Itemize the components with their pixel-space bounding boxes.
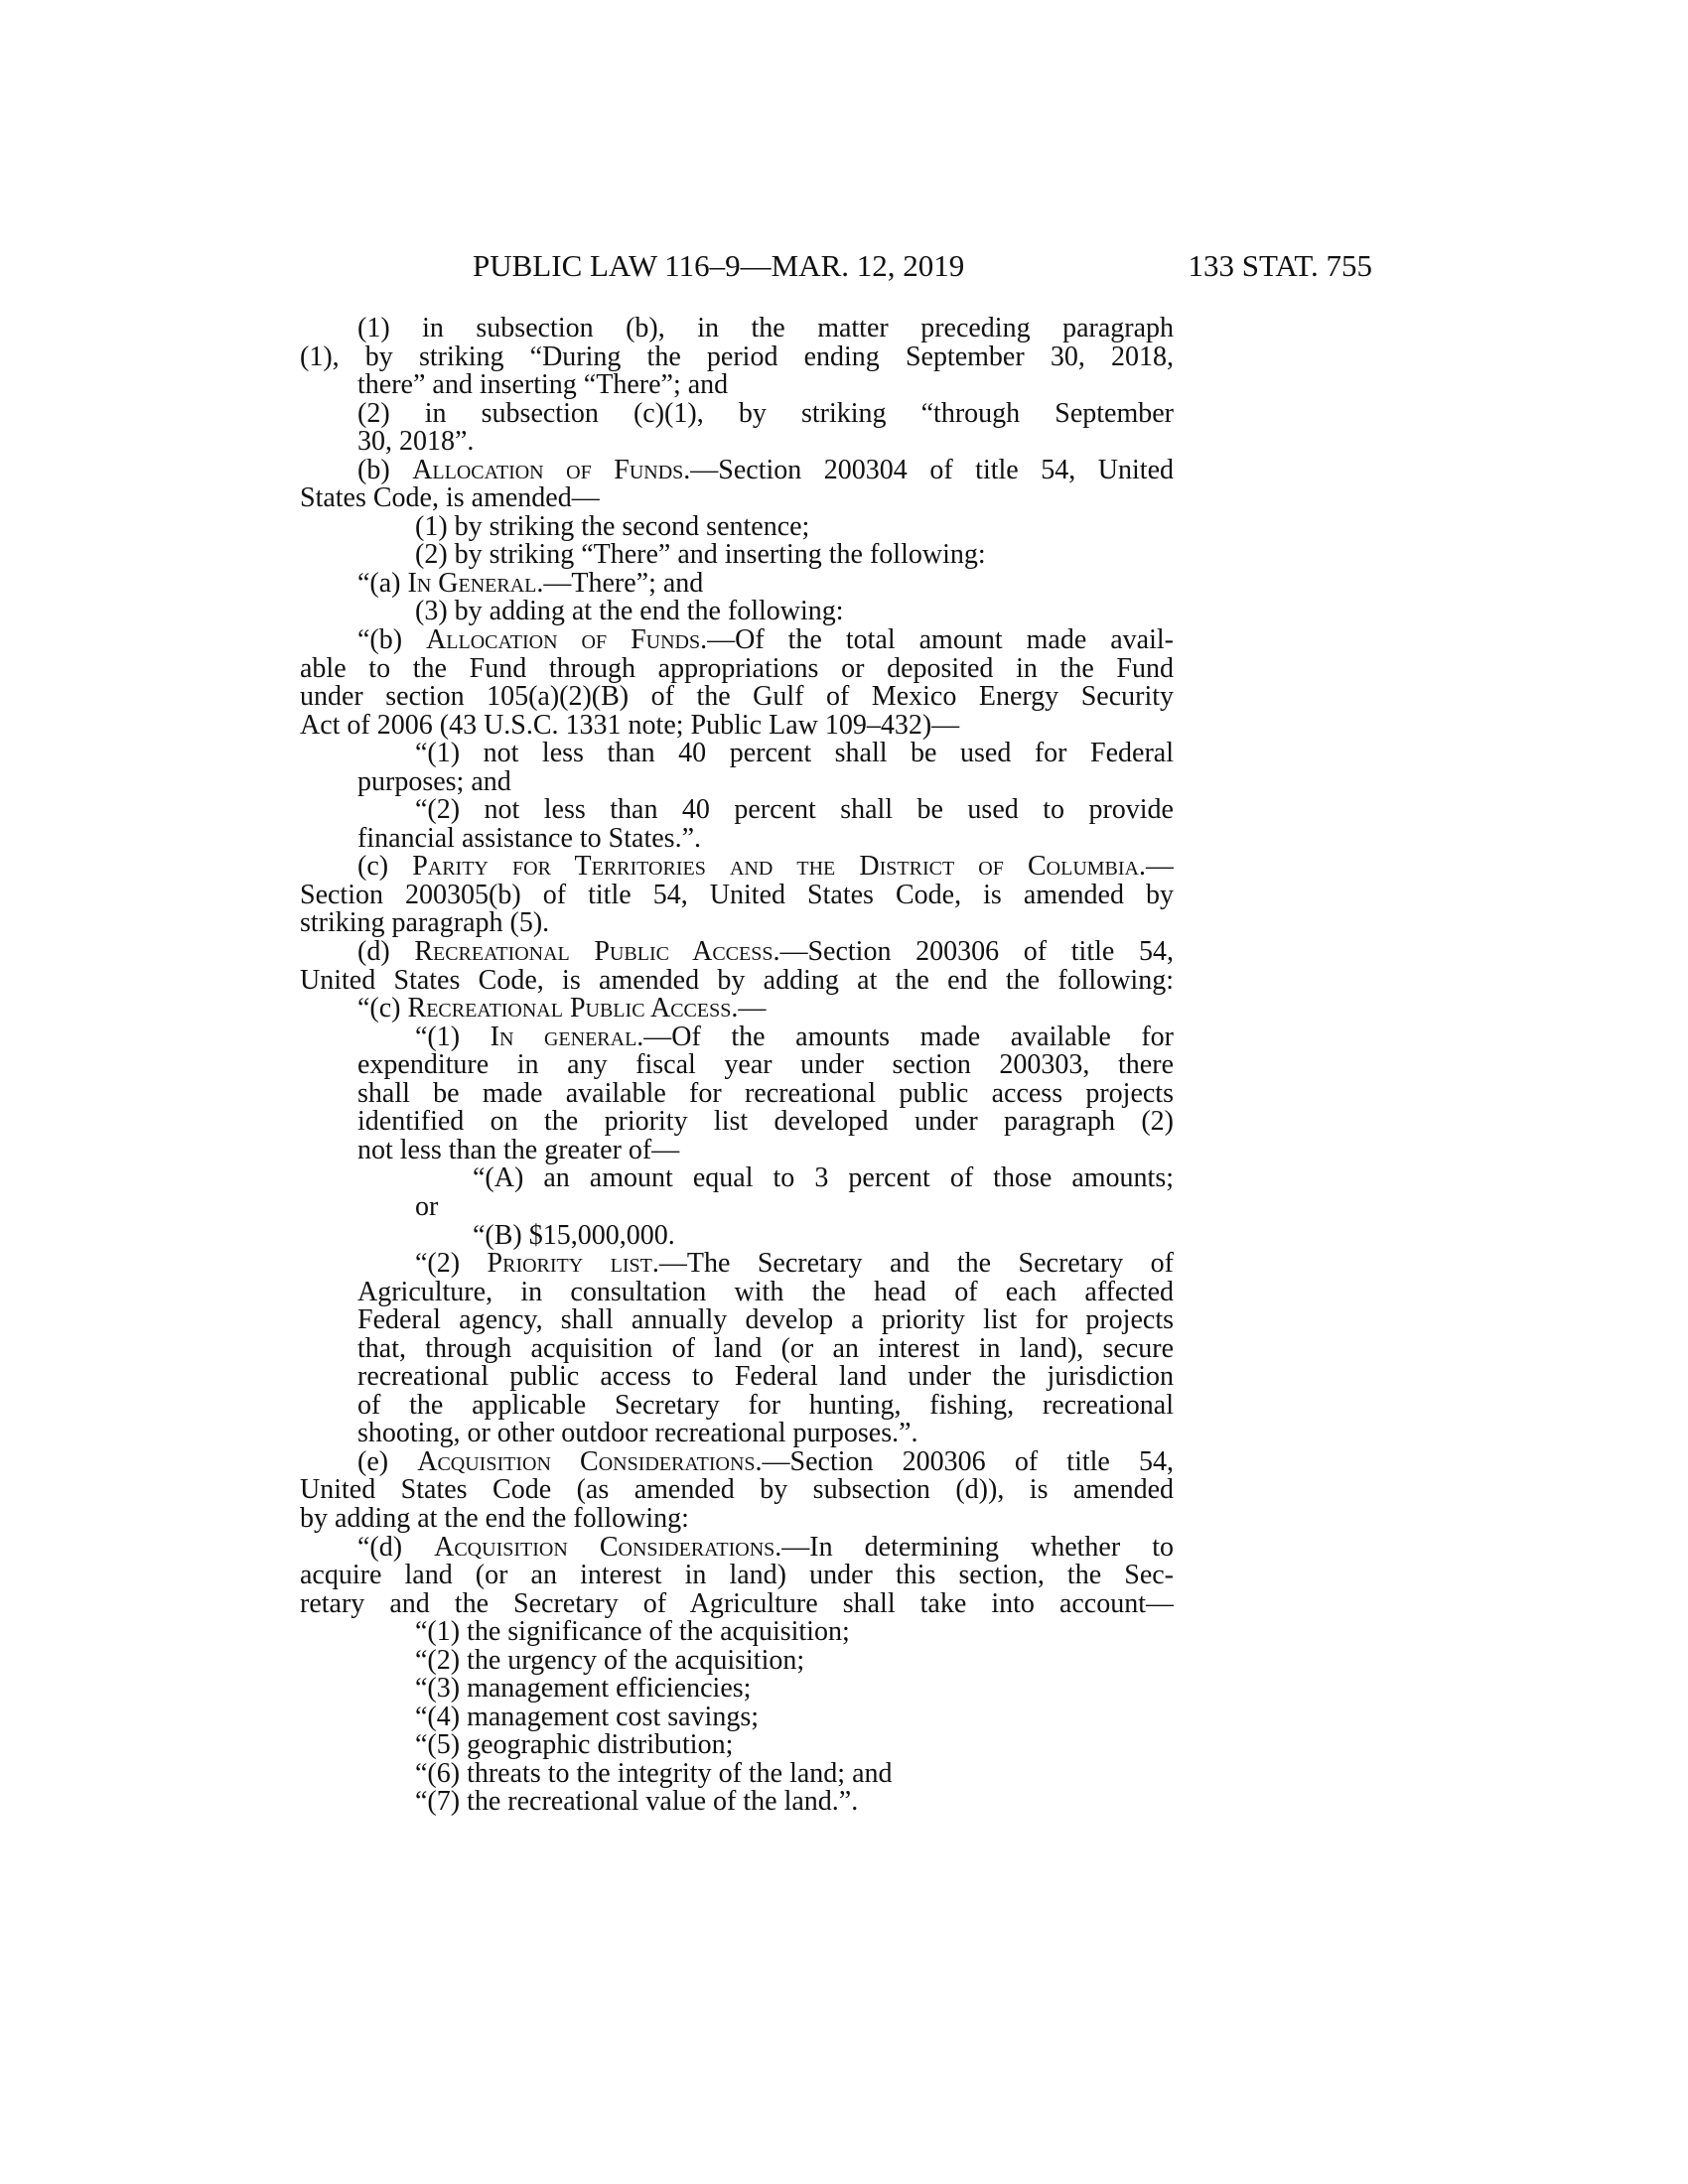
- text-line: Federal agency, shall annually develop a priority list for projects: [357, 1306, 1174, 1335]
- text-line: “(A) an amount equal to 3 percent of those amounts;: [473, 1164, 1174, 1193]
- subsection-heading-line: “(c) Recreational Public Access.—: [357, 995, 767, 1024]
- text-line: able to the Fund through appropriations or deposited in the Fund: [300, 654, 1174, 684]
- text-line: recreational public access to Federal land under the jurisdiction: [357, 1363, 1174, 1392]
- list-item: “(7) the recreational value of the land.”.: [415, 1788, 859, 1817]
- text-line: retary and the Secretary of Agriculture shall take into account—: [300, 1589, 1174, 1619]
- text-line: United States Code (as amended by subsection (d)), is amended: [300, 1476, 1174, 1505]
- text-line: Agriculture, in consultation with the head of each affected: [357, 1278, 1174, 1307]
- text-line: striking paragraph (5).: [300, 909, 550, 939]
- subsection-heading-line: (c) Parity for Territories and the District of Columbia.—: [357, 853, 1174, 882]
- text-line: 30, 2018”.: [357, 428, 475, 457]
- subsection-heading-line: (e) Acquisition Considerations.—Section 200306 of title 54,: [357, 1447, 1174, 1477]
- text-line: or: [415, 1192, 439, 1222]
- subsection-heading-line: (b) Allocation of Funds.—Section 200304 of title 54, United: [357, 456, 1174, 485]
- text-line: States Code, is amended—: [300, 484, 600, 513]
- text-line: acquire land (or an interest in land) under this section, the Sec-: [300, 1562, 1174, 1590]
- text-line: (2) in subsection (c)(1), by striking “through September: [357, 399, 1174, 429]
- subsection-heading-line: “(d) Acquisition Considerations.—In determining whether to: [357, 1533, 1174, 1563]
- list-item: “(5) geographic distribution;: [415, 1731, 734, 1760]
- text-line: identified on the priority list developed under paragraph (2): [357, 1108, 1174, 1137]
- text-line: financial assistance to States.”.: [357, 824, 701, 854]
- text-line: (3) by adding at the end the following:: [415, 598, 844, 627]
- list-item: “(6) threats to the integrity of the land; and: [415, 1759, 893, 1789]
- text-line: “(2) not less than 40 percent shall be used to provide: [415, 796, 1174, 825]
- text-line: (1) in subsection (b), in the matter preceding paragraph: [357, 315, 1174, 343]
- list-item: “(4) management cost savings;: [415, 1703, 760, 1732]
- statute-body: [300, 315, 1174, 1817]
- paragraph-heading-line: “(2) Priority list.—The Secretary and the Secretary of: [415, 1250, 1174, 1279]
- text-line: that, through acquisition of land (or an interest in land), secure: [357, 1334, 1174, 1364]
- text-line: (2) by striking “There” and inserting the following:: [415, 541, 986, 570]
- subsection-heading-line: (d) Recreational Public Access.—Section 200306 of title 54,: [357, 938, 1174, 967]
- subsection-heading-line: “(a) In General.—There”; and: [357, 569, 704, 599]
- text-line: under section 105(a)(2)(B) of the Gulf of Mexico Energy Security: [300, 683, 1174, 712]
- text-line: by adding at the end the following:: [300, 1504, 689, 1534]
- running-head-title: PUBLIC LAW 116–9—MAR. 12, 2019: [473, 248, 965, 283]
- text-line: Section 200305(b) of title 54, United States Code, is amended by: [300, 881, 1174, 910]
- text-line: shooting, or other outdoor recreational purposes.”.: [357, 1420, 918, 1448]
- list-item: “(2) the urgency of the acquisition;: [415, 1646, 805, 1676]
- list-item: “(1) the significance of the acquisition;: [415, 1618, 850, 1647]
- text-line: United States Code, is amended by adding at the end the following:: [300, 966, 1174, 996]
- paragraph-heading-line: “(1) In general.—Of the amounts made available for: [415, 1023, 1174, 1052]
- text-line: shall be made available for recreational public access projects: [357, 1079, 1174, 1109]
- subsection-heading-line: “(b) Allocation of Funds.—Of the total amount made avail-: [357, 626, 1174, 655]
- text-line: “(1) not less than 40 percent shall be used for Federal: [415, 740, 1174, 768]
- text-line: (1), by striking “During the period ending September 30, 2018,: [300, 342, 1174, 372]
- text-line: “(B) $15,000,000.: [473, 1221, 675, 1251]
- text-line: of the applicable Secretary for hunting, fishing, recreational: [357, 1391, 1174, 1421]
- text-line: Act of 2006 (43 U.S.C. 1331 note; Public Law 109–432)—: [300, 711, 960, 741]
- text-line: purposes; and: [357, 767, 511, 797]
- page-number: 133 STAT. 755: [1188, 248, 1372, 283]
- list-item: “(3) management efficiencies;: [415, 1675, 752, 1704]
- page-header: [300, 246, 1372, 286]
- text-line: there” and inserting “There”; and: [357, 371, 729, 400]
- text-line: not less than the greater of—: [357, 1136, 680, 1165]
- text-line: (1) by striking the second sentence;: [415, 512, 810, 542]
- text-line: expenditure in any fiscal year under section 200303, there: [357, 1051, 1174, 1080]
